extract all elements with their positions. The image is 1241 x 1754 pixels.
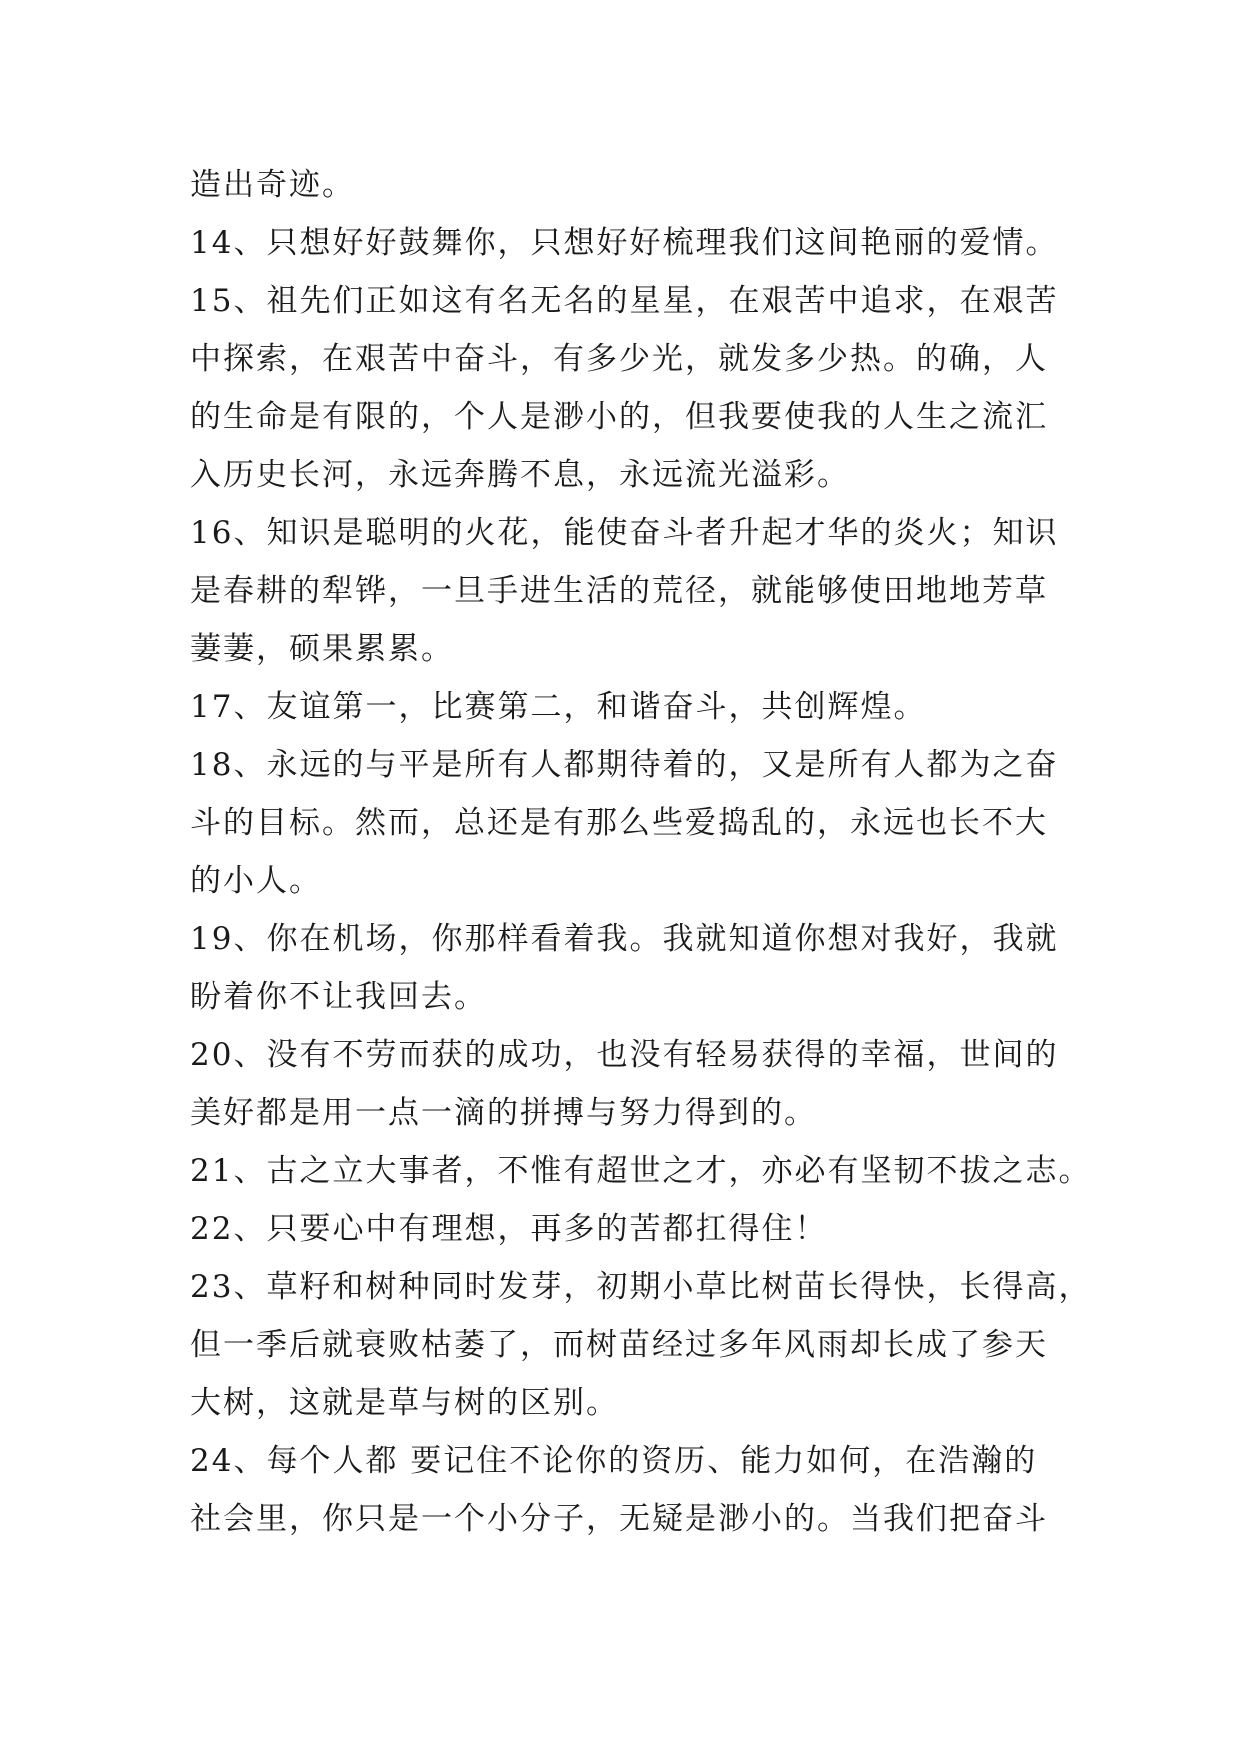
text-line: 23、草籽和树种同时发芽，初期小草比树苗长得快，长得高， bbox=[190, 1269, 1092, 1305]
text-line: 美好都是用一点一滴的拼搏与努力得到的。 bbox=[190, 1095, 817, 1131]
text-line: 入历史长河，永远奔腾不息，永远流光溢彩。 bbox=[190, 457, 850, 493]
text-line: 斗的目标。然而，总还是有那么些爱捣乱的，永远也长不大 bbox=[190, 805, 1048, 841]
body-text bbox=[190, 156, 1092, 1548]
text-line: 17、友谊第一，比赛第二，和谐奋斗，共创辉煌。 bbox=[190, 689, 927, 725]
text-line: 19、你在机场，你那样看着我。我就知道你想对我好，我就 bbox=[190, 921, 1059, 957]
text-line: 盼着你不让我回去。 bbox=[190, 979, 487, 1015]
text-line: 中探索，在艰苦中奋斗，有多少光，就发多少热。的确，人 bbox=[190, 341, 1048, 377]
text-line: 21、古之立大事者，不惟有超世之才，亦必有坚韧不拔之志。 bbox=[190, 1153, 1092, 1189]
text-line: 造出奇迹。 bbox=[190, 167, 355, 203]
text-line: 的生命是有限的，个人是渺小的，但我要使我的人生之流汇 bbox=[190, 399, 1048, 435]
text-line: 16、知识是聪明的火花，能使奋斗者升起才华的炎火；知识 bbox=[190, 515, 1059, 551]
text-line: 萋萋，硕果累累。 bbox=[190, 631, 454, 667]
text-line: 18、永远的与平是所有人都期待着的，又是所有人都为之奋 bbox=[190, 747, 1059, 783]
text-line: 社会里，你只是一个小分子，无疑是渺小的。当我们把奋斗 bbox=[190, 1501, 1048, 1537]
text-line: 24、每个人都 要记住不论你的资历、能力如何，在浩瀚的 bbox=[190, 1443, 1038, 1479]
text-line: 15、祖先们正如这有名无名的星星，在艰苦中追求，在艰苦 bbox=[190, 283, 1059, 319]
text-line: 但一季后就衰败枯萎了，而树苗经过多年风雨却长成了参天 bbox=[190, 1327, 1048, 1363]
text-line: 22、只要心中有理想，再多的苦都扛得住！ bbox=[190, 1211, 828, 1247]
text-line: 是春耕的犁铧，一旦手进生活的荒径，就能够使田地地芳草 bbox=[190, 573, 1048, 609]
text-line: 20、没有不劳而获的成功，也没有轻易获得的幸福，世间的 bbox=[190, 1037, 1059, 1073]
text-line: 14、只想好好鼓舞你，只想好好梳理我们这间艳丽的爱情。 bbox=[190, 225, 1059, 261]
text-line: 大树，这就是草与树的区别。 bbox=[190, 1385, 619, 1421]
text-line: 的小人。 bbox=[190, 863, 322, 899]
